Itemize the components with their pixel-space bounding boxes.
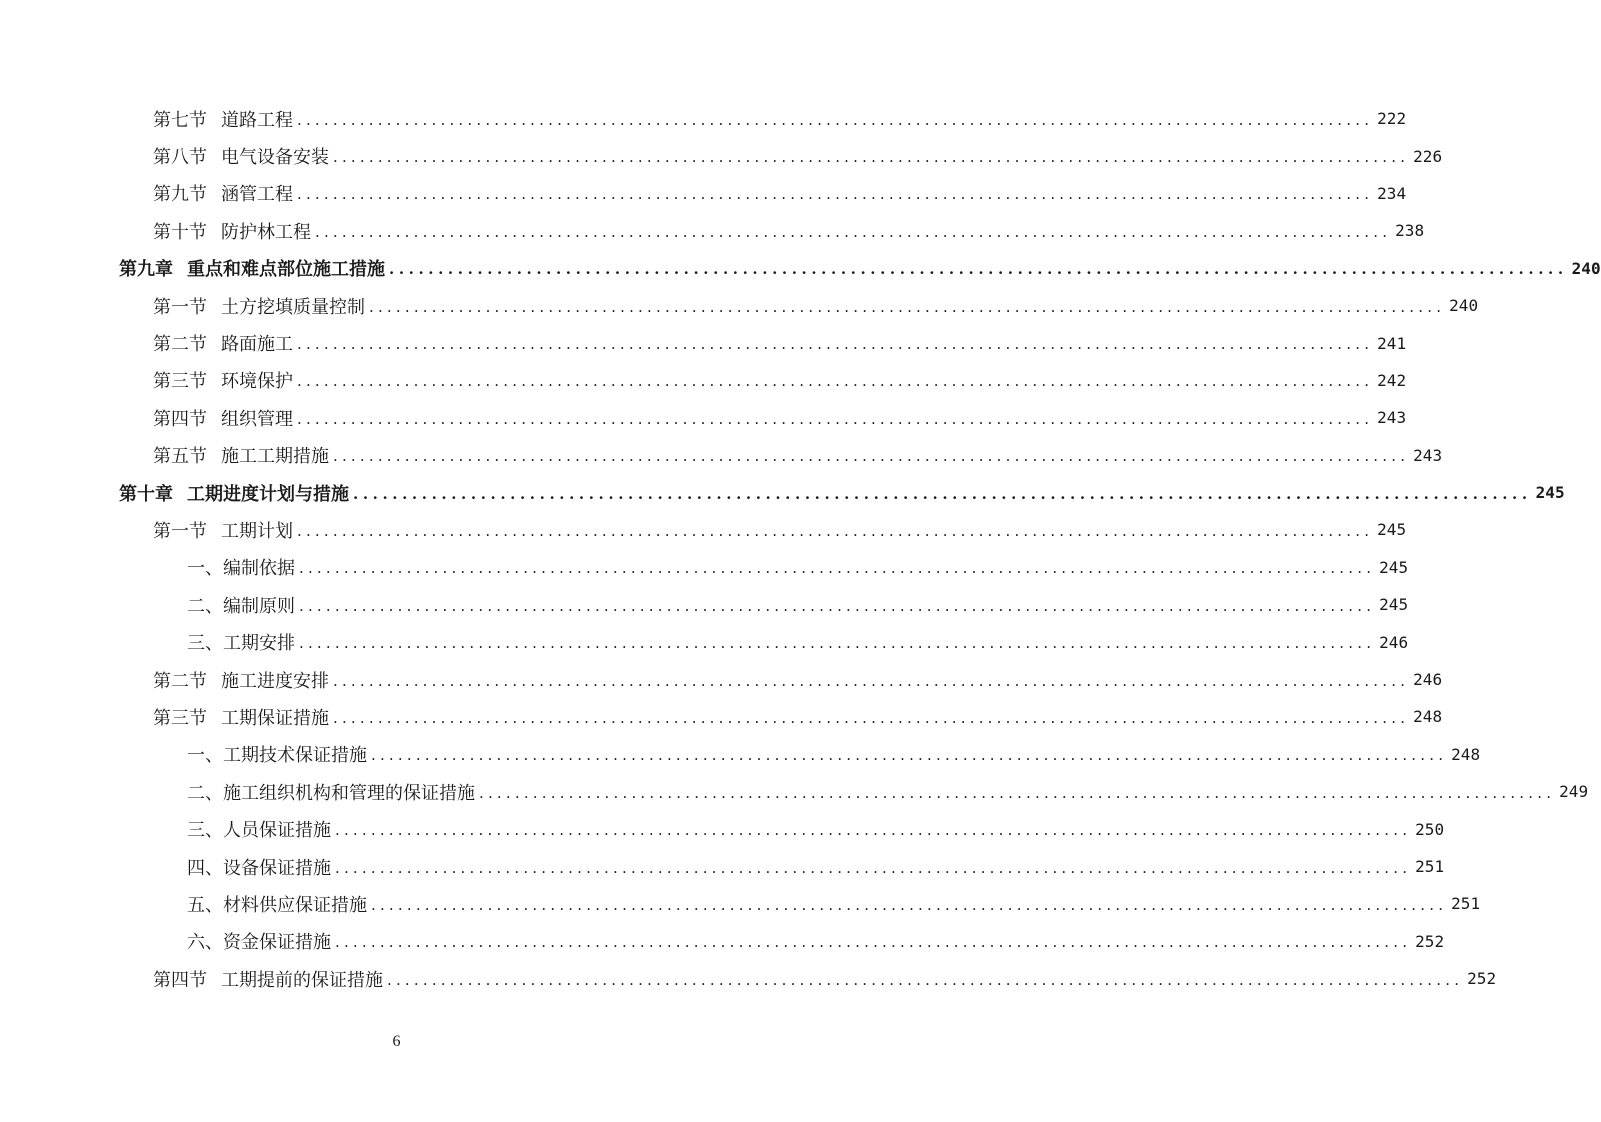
toc-dot-leader: ........................................................................................................................ bbox=[297, 110, 1374, 129]
toc-entry-number: 四、 bbox=[187, 857, 223, 879]
toc-entry-number: 六、 bbox=[187, 932, 223, 954]
toc-entry-title: 编制原则 bbox=[223, 595, 295, 617]
toc-section-entry[interactable] bbox=[0, 324, 1407, 361]
toc-dot-leader: ........................................................................................................................ bbox=[335, 858, 1412, 877]
toc-entry-title: 电气设备安装 bbox=[221, 147, 329, 169]
toc-dot-leader: ........................................................................................................................ bbox=[297, 335, 1374, 354]
toc-entry-title: 编制依据 bbox=[223, 558, 295, 580]
toc-dot-leader: ........................................................................................................................ bbox=[333, 447, 1410, 466]
toc-chapter-entry[interactable] bbox=[0, 250, 1601, 287]
toc-subsection-entry[interactable] bbox=[0, 736, 1481, 773]
toc-entry-page: 245 bbox=[1535, 483, 1565, 503]
toc-entry-page: 238 bbox=[1395, 221, 1425, 241]
toc-section-entry[interactable] bbox=[0, 362, 1407, 399]
toc-dot-leader: ........................................................................................................................ bbox=[333, 148, 1410, 167]
toc-entry-page: 245 bbox=[1377, 520, 1407, 540]
toc-entry-title: 工期提前的保证措施 bbox=[221, 969, 383, 991]
toc-section-entry[interactable] bbox=[0, 175, 1407, 212]
toc-section-entry[interactable] bbox=[0, 698, 1443, 735]
toc-section-entry[interactable] bbox=[0, 960, 1497, 997]
toc-entry-title: 资金保证措施 bbox=[223, 932, 331, 954]
toc-entry-page: 251 bbox=[1451, 894, 1481, 914]
toc-dot-leader: ........................................................................................................................ bbox=[297, 185, 1374, 204]
toc-entry-number: 三、 bbox=[187, 820, 223, 842]
toc-entry-page: 246 bbox=[1413, 670, 1443, 690]
toc-entry-title: 施工进度安排 bbox=[221, 670, 329, 692]
toc-entry-page: 234 bbox=[1377, 183, 1407, 203]
toc-entry-number: 第三节 bbox=[153, 371, 207, 393]
toc-section-entry[interactable] bbox=[0, 287, 1479, 324]
toc-dot-leader: ........................................................................................................................ bbox=[299, 559, 1376, 578]
toc-entry-page: 240 bbox=[1449, 296, 1479, 316]
toc-entry-page: 252 bbox=[1467, 969, 1497, 989]
toc-entry-title: 工期保证措施 bbox=[221, 707, 329, 729]
toc-entry-title: 人员保证措施 bbox=[223, 820, 331, 842]
toc-dot-leader: ........................................................................................................................ bbox=[479, 783, 1556, 802]
toc-section-entry[interactable] bbox=[0, 137, 1443, 174]
toc-entry-number: 第二节 bbox=[153, 334, 207, 356]
toc-entry-page: 249 bbox=[1559, 782, 1589, 802]
toc-entry-title: 工期技术保证措施 bbox=[223, 745, 367, 767]
toc-dot-leader: ........................................................................................................................ bbox=[315, 222, 1392, 241]
toc-entry-number: 第十章 bbox=[119, 483, 173, 505]
toc-dot-leader: ........................................................................................................................ bbox=[369, 297, 1446, 316]
toc-dot-leader: ........................................................................................................................ bbox=[335, 933, 1412, 952]
toc-entry-number: 第三节 bbox=[153, 707, 207, 729]
toc-entry-number: 三、 bbox=[187, 633, 223, 655]
toc-entry-page: 226 bbox=[1413, 146, 1443, 166]
page-number: 6 bbox=[392, 1033, 401, 1050]
toc-dot-leader: ........................................................................................................................ bbox=[297, 409, 1374, 428]
toc-entry-page: 250 bbox=[1415, 819, 1445, 839]
toc-dot-leader: ........................................................................................................................ bbox=[387, 970, 1464, 989]
toc-section-entry[interactable] bbox=[0, 212, 1425, 249]
toc-entry-title: 涵管工程 bbox=[221, 184, 293, 206]
toc-entry-page: 240 bbox=[1571, 258, 1601, 278]
toc-subsection-entry[interactable] bbox=[0, 623, 1409, 660]
toc-entry-title: 工期安排 bbox=[223, 633, 295, 655]
toc-dot-leader: ........................................................................................................................ bbox=[333, 708, 1410, 727]
toc-entry-title: 施工组织机构和管理的保证措施 bbox=[223, 782, 475, 804]
toc-entry-number: 第一节 bbox=[153, 520, 207, 542]
toc-entry-title: 工期计划 bbox=[221, 520, 293, 542]
toc-entry-number: 第四节 bbox=[153, 969, 207, 991]
toc-entry-number: 第九章 bbox=[119, 259, 173, 281]
toc-entry-title: 施工工期措施 bbox=[221, 446, 329, 468]
toc-dot-leader: ........................................................................................................................ bbox=[353, 484, 1532, 503]
toc-entry-title: 工期进度计划与措施 bbox=[187, 483, 349, 505]
toc-entry-page: 222 bbox=[1377, 109, 1407, 129]
toc-section-entry[interactable] bbox=[0, 100, 1407, 137]
toc-section-entry[interactable] bbox=[0, 399, 1407, 436]
toc-entry-title: 设备保证措施 bbox=[223, 857, 331, 879]
toc-entry-page: 241 bbox=[1377, 333, 1407, 353]
toc-dot-leader: ........................................................................................................................ bbox=[371, 895, 1448, 914]
toc-chapter-entry[interactable] bbox=[0, 474, 1565, 511]
toc-entry-number: 第四节 bbox=[153, 408, 207, 430]
toc-entry-page: 242 bbox=[1377, 370, 1407, 390]
toc-subsection-entry[interactable] bbox=[0, 885, 1481, 922]
toc-entry-page: 246 bbox=[1379, 632, 1409, 652]
toc-entry-number: 五、 bbox=[187, 894, 223, 916]
toc-entry-page: 245 bbox=[1379, 557, 1409, 577]
toc-entry-page: 252 bbox=[1415, 931, 1445, 951]
toc-entry-number: 第一节 bbox=[153, 296, 207, 318]
toc-entry-number: 二、 bbox=[187, 595, 223, 617]
toc-subsection-entry[interactable] bbox=[0, 923, 1445, 960]
toc-entry-page: 245 bbox=[1379, 595, 1409, 615]
toc-dot-leader: ........................................................................................................................ bbox=[389, 260, 1568, 279]
toc-entry-number: 第十节 bbox=[153, 221, 207, 243]
toc-entry-page: 251 bbox=[1415, 857, 1445, 876]
toc-entry-title: 材料供应保证措施 bbox=[223, 894, 367, 916]
toc-dot-leader: ........................................................................................................................ bbox=[335, 821, 1412, 840]
toc-entry-number: 二、 bbox=[187, 782, 223, 804]
toc-entry-title: 道路工程 bbox=[221, 109, 293, 131]
toc-entry-title: 路面施工 bbox=[221, 334, 293, 356]
toc-entry-title: 组织管理 bbox=[221, 408, 293, 430]
toc-section-entry[interactable] bbox=[0, 661, 1443, 698]
toc-dot-leader: ........................................................................................................................ bbox=[297, 372, 1374, 391]
toc-dot-leader: ........................................................................................................................ bbox=[371, 746, 1448, 765]
toc-subsection-entry[interactable] bbox=[0, 586, 1409, 623]
toc-entry-title: 土方挖填质量控制 bbox=[221, 296, 365, 318]
toc-entry-number: 第二节 bbox=[153, 670, 207, 692]
toc-entry-number: 第七节 bbox=[153, 109, 207, 131]
toc-entry-page: 248 bbox=[1451, 744, 1481, 764]
toc-entry-number: 一、 bbox=[187, 558, 223, 580]
table-of-contents bbox=[0, 100, 1601, 997]
toc-entry-page: 248 bbox=[1413, 707, 1443, 727]
toc-section-entry[interactable] bbox=[0, 437, 1443, 474]
toc-dot-leader: ........................................................................................................................ bbox=[299, 596, 1376, 615]
toc-subsection-entry[interactable] bbox=[0, 773, 1589, 810]
toc-entry-page: 243 bbox=[1377, 408, 1407, 428]
toc-section-entry[interactable] bbox=[0, 511, 1407, 548]
toc-subsection-entry[interactable] bbox=[0, 810, 1445, 847]
toc-entry-page: 243 bbox=[1413, 445, 1443, 465]
toc-entry-number: 第八节 bbox=[153, 147, 207, 169]
toc-dot-leader: ........................................................................................................................ bbox=[299, 634, 1376, 653]
toc-dot-leader: ........................................................................................................................ bbox=[333, 671, 1410, 690]
toc-entry-number: 第九节 bbox=[153, 184, 207, 206]
toc-entry-title: 重点和难点部位施工措施 bbox=[187, 259, 385, 281]
toc-entry-number: 一、 bbox=[187, 745, 223, 767]
toc-entry-title: 防护林工程 bbox=[221, 221, 311, 243]
toc-subsection-entry[interactable] bbox=[0, 549, 1409, 586]
toc-entry-title: 环境保护 bbox=[221, 371, 293, 393]
toc-subsection-entry[interactable] bbox=[0, 848, 1445, 885]
toc-dot-leader: ........................................................................................................................ bbox=[297, 521, 1374, 540]
toc-entry-number: 第五节 bbox=[153, 446, 207, 468]
